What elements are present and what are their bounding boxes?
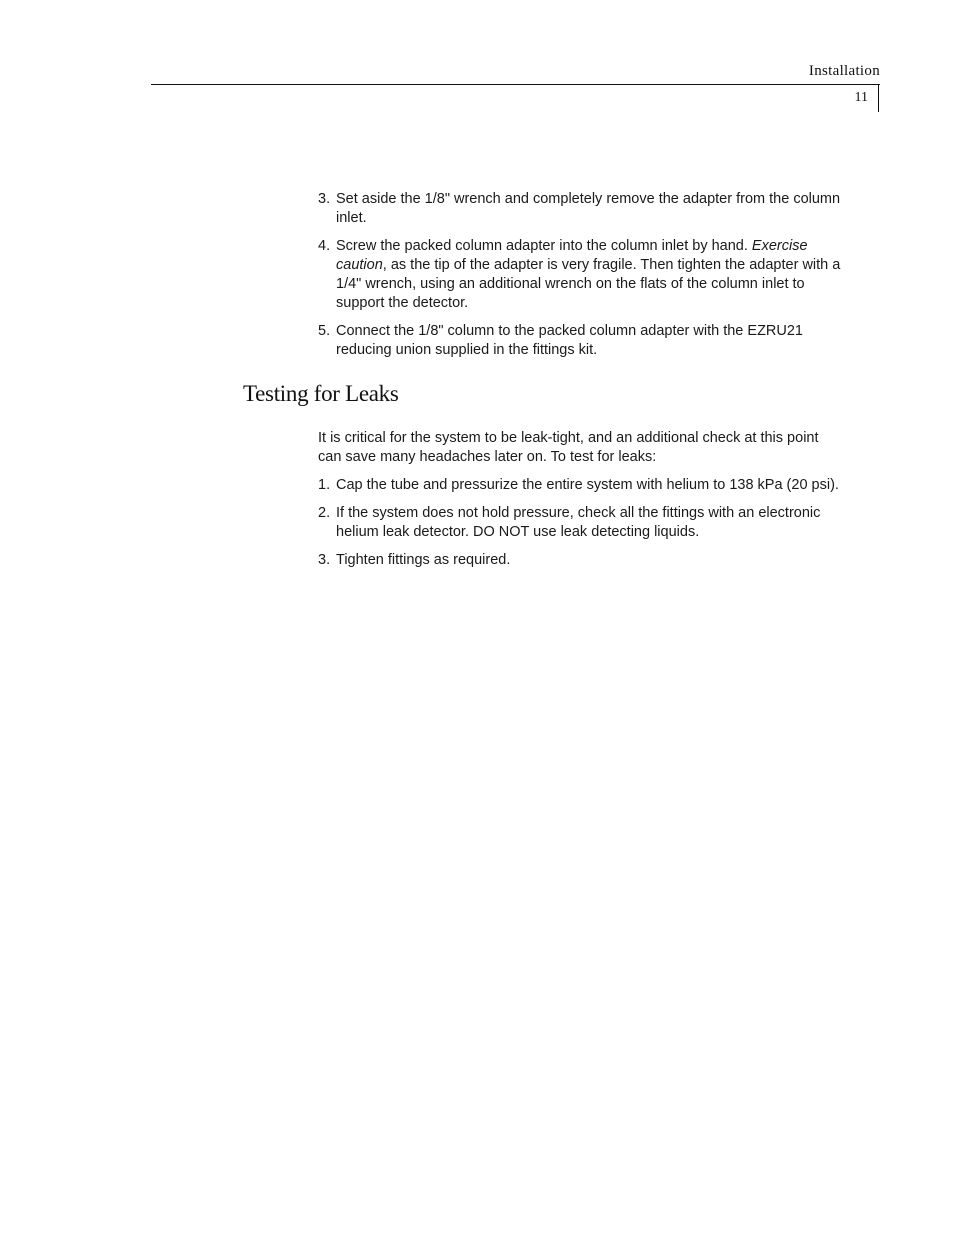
- step-number: 3.: [318, 552, 331, 568]
- step-number: 5.: [318, 323, 331, 339]
- section-heading: Testing for Leaks: [243, 381, 399, 406]
- step-text-after: , as the tip of the adapter is very fragile. Then tighten the adapter with a 1/4" wrench, using an additional wrench on the flats of the column inlet to support the detector.: [336, 257, 841, 311]
- step-number: 4.: [318, 238, 331, 254]
- step-number: 3.: [318, 191, 331, 207]
- step-number: 2.: [318, 505, 331, 521]
- leak-test-steps-list: [318, 476, 848, 579]
- step-text: Connect the 1/8" column to the packed column adapter with the EZRU21 reducing union supplied in the fittings kit.: [336, 323, 803, 358]
- step-number: 1.: [318, 477, 331, 493]
- installation-steps-list: [318, 190, 848, 369]
- list-item: [318, 237, 848, 313]
- list-item: [318, 322, 848, 360]
- step-emphasis: Exercise caution: [336, 238, 808, 273]
- header-rule: [151, 84, 880, 85]
- section-intro: It is critical for the system to be leak-tight, and an additional check at this point can save many headaches later on. To test for leaks:: [318, 430, 819, 465]
- page-number-box: [840, 84, 879, 112]
- step-text: If the system does not hold pressure, check all the fittings with an electronic helium leak detector. DO NOT use leak detecting liquids.: [336, 505, 821, 540]
- step-text: Cap the tube and pressurize the entire system with helium to 138 kPa (20 psi).: [336, 477, 839, 493]
- list-item: [318, 476, 848, 495]
- list-item: [318, 190, 848, 228]
- page-number: 11: [854, 90, 868, 105]
- list-item: [318, 551, 848, 570]
- step-text: Set aside the 1/8" wrench and completely remove the adapter from the column inlet.: [336, 191, 841, 226]
- step-text-before: Screw the packed column adapter into the column inlet by hand.: [336, 238, 752, 254]
- running-head-title: Installation: [808, 63, 880, 79]
- step-text: Tighten fittings as required.: [336, 552, 511, 568]
- list-item: [318, 504, 848, 542]
